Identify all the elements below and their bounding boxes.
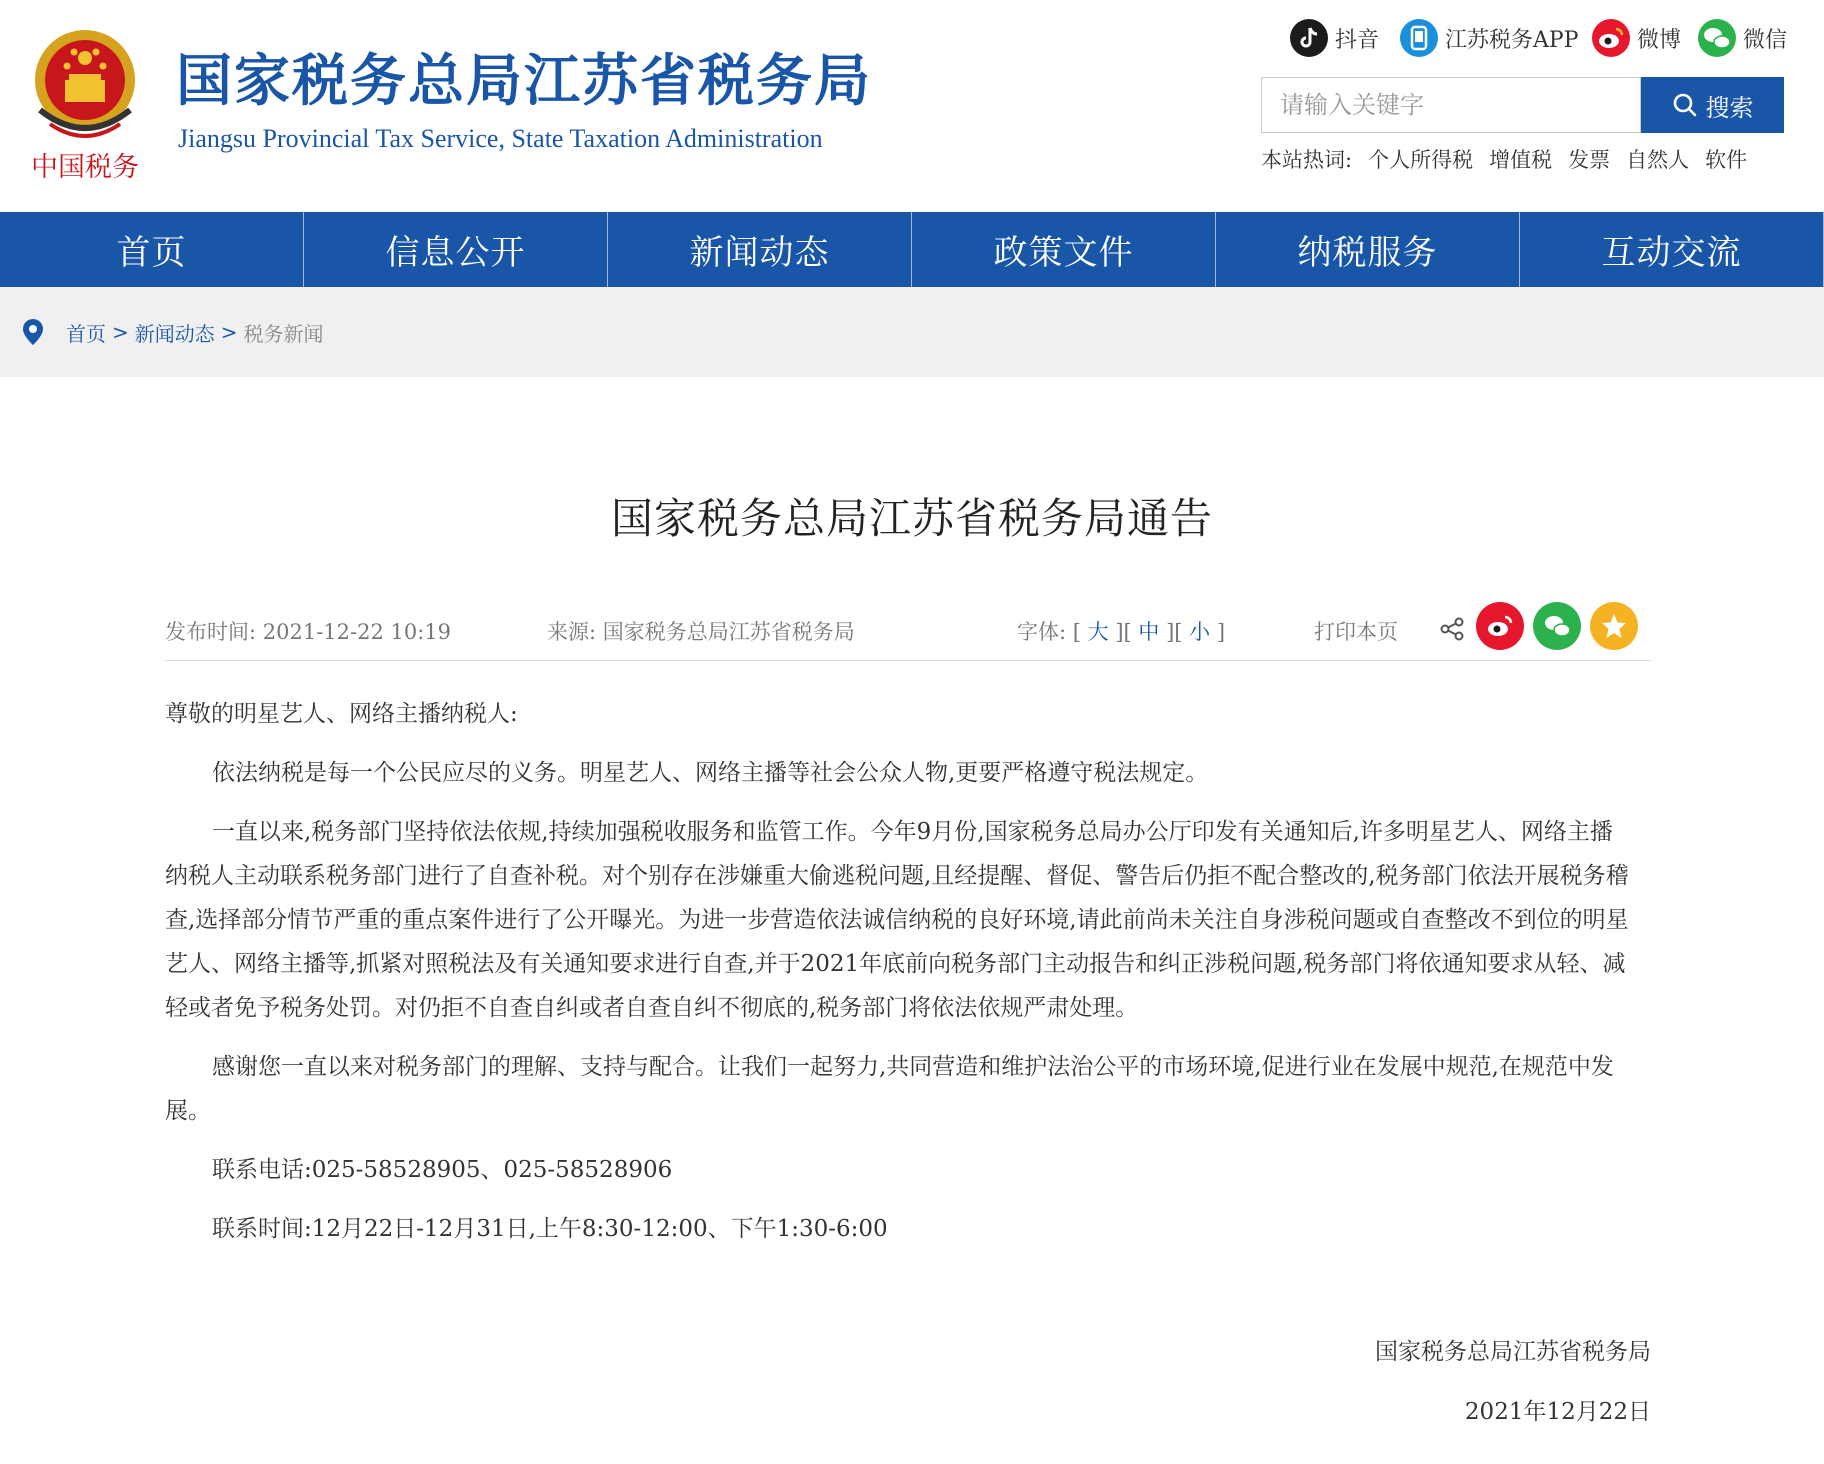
breadcrumb-bar: [0, 287, 1824, 377]
font-medium-button[interactable]: 中: [1138, 620, 1160, 644]
source-value: 国家税务总局江苏省税务局: [602, 620, 855, 644]
douyin-label: 抖音: [1335, 27, 1380, 53]
nav-item-interaction[interactable]: 互动交流: [1520, 212, 1824, 287]
national-emblem-logo[interactable]: [22, 24, 148, 184]
publish-time: [165, 616, 451, 646]
hot-keywords: [1261, 144, 1747, 174]
share-weibo-button[interactable]: [1476, 602, 1524, 650]
nav-item-policy-documents[interactable]: 政策文件: [912, 212, 1216, 287]
douyin-link[interactable]: [1290, 18, 1379, 58]
paragraph: 感谢您一直以来对税务部门的理解、支持与配合。让我们一起努力,共同营造和维护法治公平的市场环境,促进行业在发展中规范,在规范中发展。: [165, 1054, 1614, 1124]
breadcrumb-current: 税务新闻: [243, 321, 324, 346]
main-nav: [0, 212, 1824, 287]
article-source: [547, 616, 855, 646]
site-subtitle: Jiangsu Provincial Tax Service, State Taxation Administration: [178, 124, 823, 153]
publish-time-label: 发布时间:: [165, 620, 257, 644]
weibo-icon: [1592, 19, 1630, 57]
article-body: [165, 692, 1635, 1251]
nav-item-tax-services[interactable]: 纳税服务: [1216, 212, 1520, 287]
breadcrumb-news[interactable]: 新闻动态: [134, 321, 215, 346]
hot-keyword[interactable]: 自然人: [1626, 148, 1690, 172]
site-title[interactable]: 国家税务总局江苏省税务局: [176, 49, 872, 114]
nav-item-info-disclosure[interactable]: 信息公开: [304, 212, 608, 287]
source-label: 来源:: [547, 620, 597, 644]
wechat-icon: [1542, 611, 1572, 641]
search-button-label: 搜索: [1705, 93, 1754, 122]
wechat-link[interactable]: [1698, 18, 1787, 58]
douyin-icon: [1290, 19, 1328, 57]
article-title: 国家税务总局江苏省税务局通告: [610, 494, 1213, 543]
jiangsu-tax-app-link[interactable]: [1400, 18, 1579, 58]
paragraph: 依法纳税是每一个公民应尽的义务。明星艺人、网络主播等社会公众人物,更要严格遵守税法规定。: [212, 760, 1209, 786]
signature: 国家税务总局江苏省税务局: [1375, 1339, 1651, 1365]
nav-item-home[interactable]: 首页: [0, 212, 304, 287]
share-wechat-button[interactable]: [1533, 602, 1581, 650]
app-icon: [1400, 19, 1438, 57]
contact-phone: 联系电话:025-58528905、025-58528906: [212, 1157, 673, 1183]
meta-divider: [165, 660, 1651, 661]
wechat-icon: [1698, 19, 1736, 57]
site-header: [0, 0, 1824, 212]
search-input[interactable]: [1262, 78, 1640, 132]
app-label: 江苏税务APP: [1445, 27, 1579, 53]
search-box: [1261, 77, 1641, 133]
contact-hours: 联系时间:12月22日-12月31日,上午8:30-12:00、下午1:30-6:00: [212, 1216, 888, 1242]
font-large-button[interactable]: 大: [1087, 620, 1109, 644]
share-icon[interactable]: [1439, 616, 1465, 642]
paragraph: 一直以来,税务部门坚持依法依规,持续加强税收服务和监管工作。今年9月份,国家税务总局办公厅印发有关通知后,许多明星艺人、网络主播纳税人主动联系税务部门进行了自查补税。对个别存在涉嫌重大偷逃税问题,且经提醒、督促、警告后仍拒不配合整改的,税务部门依法开展税务稽查,选择部分情节严重的重点案件进行了公开曝光。为进一步营造依法诚信纳税的良好环境,请此前尚未关注自身涉税问题或自查整改不到位的明星艺人、网络主播等,抓紧对照税法及有关通知要求进行自查,并于2021年底前向税务部门主动报告和纠正涉税问题,税务部门将依通知要求从轻、减轻或者免予税务处罚。对仍拒不自查自纠或者自查自纠不彻底的,税务部门将依法依规严肃处理。: [165, 819, 1629, 1021]
hot-keyword[interactable]: 发票: [1568, 148, 1611, 172]
font-size-label: 字体:: [1017, 620, 1067, 644]
weibo-link[interactable]: [1592, 18, 1681, 58]
star-icon: [1599, 611, 1629, 641]
hot-keyword[interactable]: 增值税: [1489, 148, 1553, 172]
hot-keyword[interactable]: 软件: [1705, 148, 1748, 172]
print-button[interactable]: 打印本页: [1314, 620, 1398, 644]
breadcrumb-home[interactable]: 首页: [66, 321, 106, 346]
font-small-button[interactable]: 小: [1189, 620, 1211, 644]
hot-keywords-label: 本站热词:: [1261, 148, 1353, 172]
search-icon: [1672, 92, 1698, 118]
hot-keyword[interactable]: 个人所得税: [1368, 148, 1474, 172]
publish-time-value: 2021-12-22 10:19: [262, 620, 452, 644]
location-pin-icon: [20, 317, 46, 347]
svg-text:中国税务: 中国税务: [31, 152, 139, 183]
breadcrumb-separator: >: [220, 320, 238, 344]
favorite-button[interactable]: [1590, 602, 1638, 650]
weibo-icon: [1485, 611, 1515, 641]
breadcrumb: [20, 317, 324, 347]
signature-date: 2021年12月22日: [1464, 1399, 1651, 1425]
wechat-label: 微信: [1743, 27, 1788, 53]
search-button[interactable]: [1641, 77, 1784, 133]
breadcrumb-separator: >: [112, 320, 129, 344]
font-size-switcher: 字体: [ 大 ][ 中 ][ 小 ]: [1017, 620, 1226, 644]
salutation: 尊敬的明星艺人、网络主播纳税人:: [165, 701, 518, 727]
weibo-label: 微博: [1637, 27, 1682, 53]
nav-item-news[interactable]: 新闻动态: [608, 212, 912, 287]
